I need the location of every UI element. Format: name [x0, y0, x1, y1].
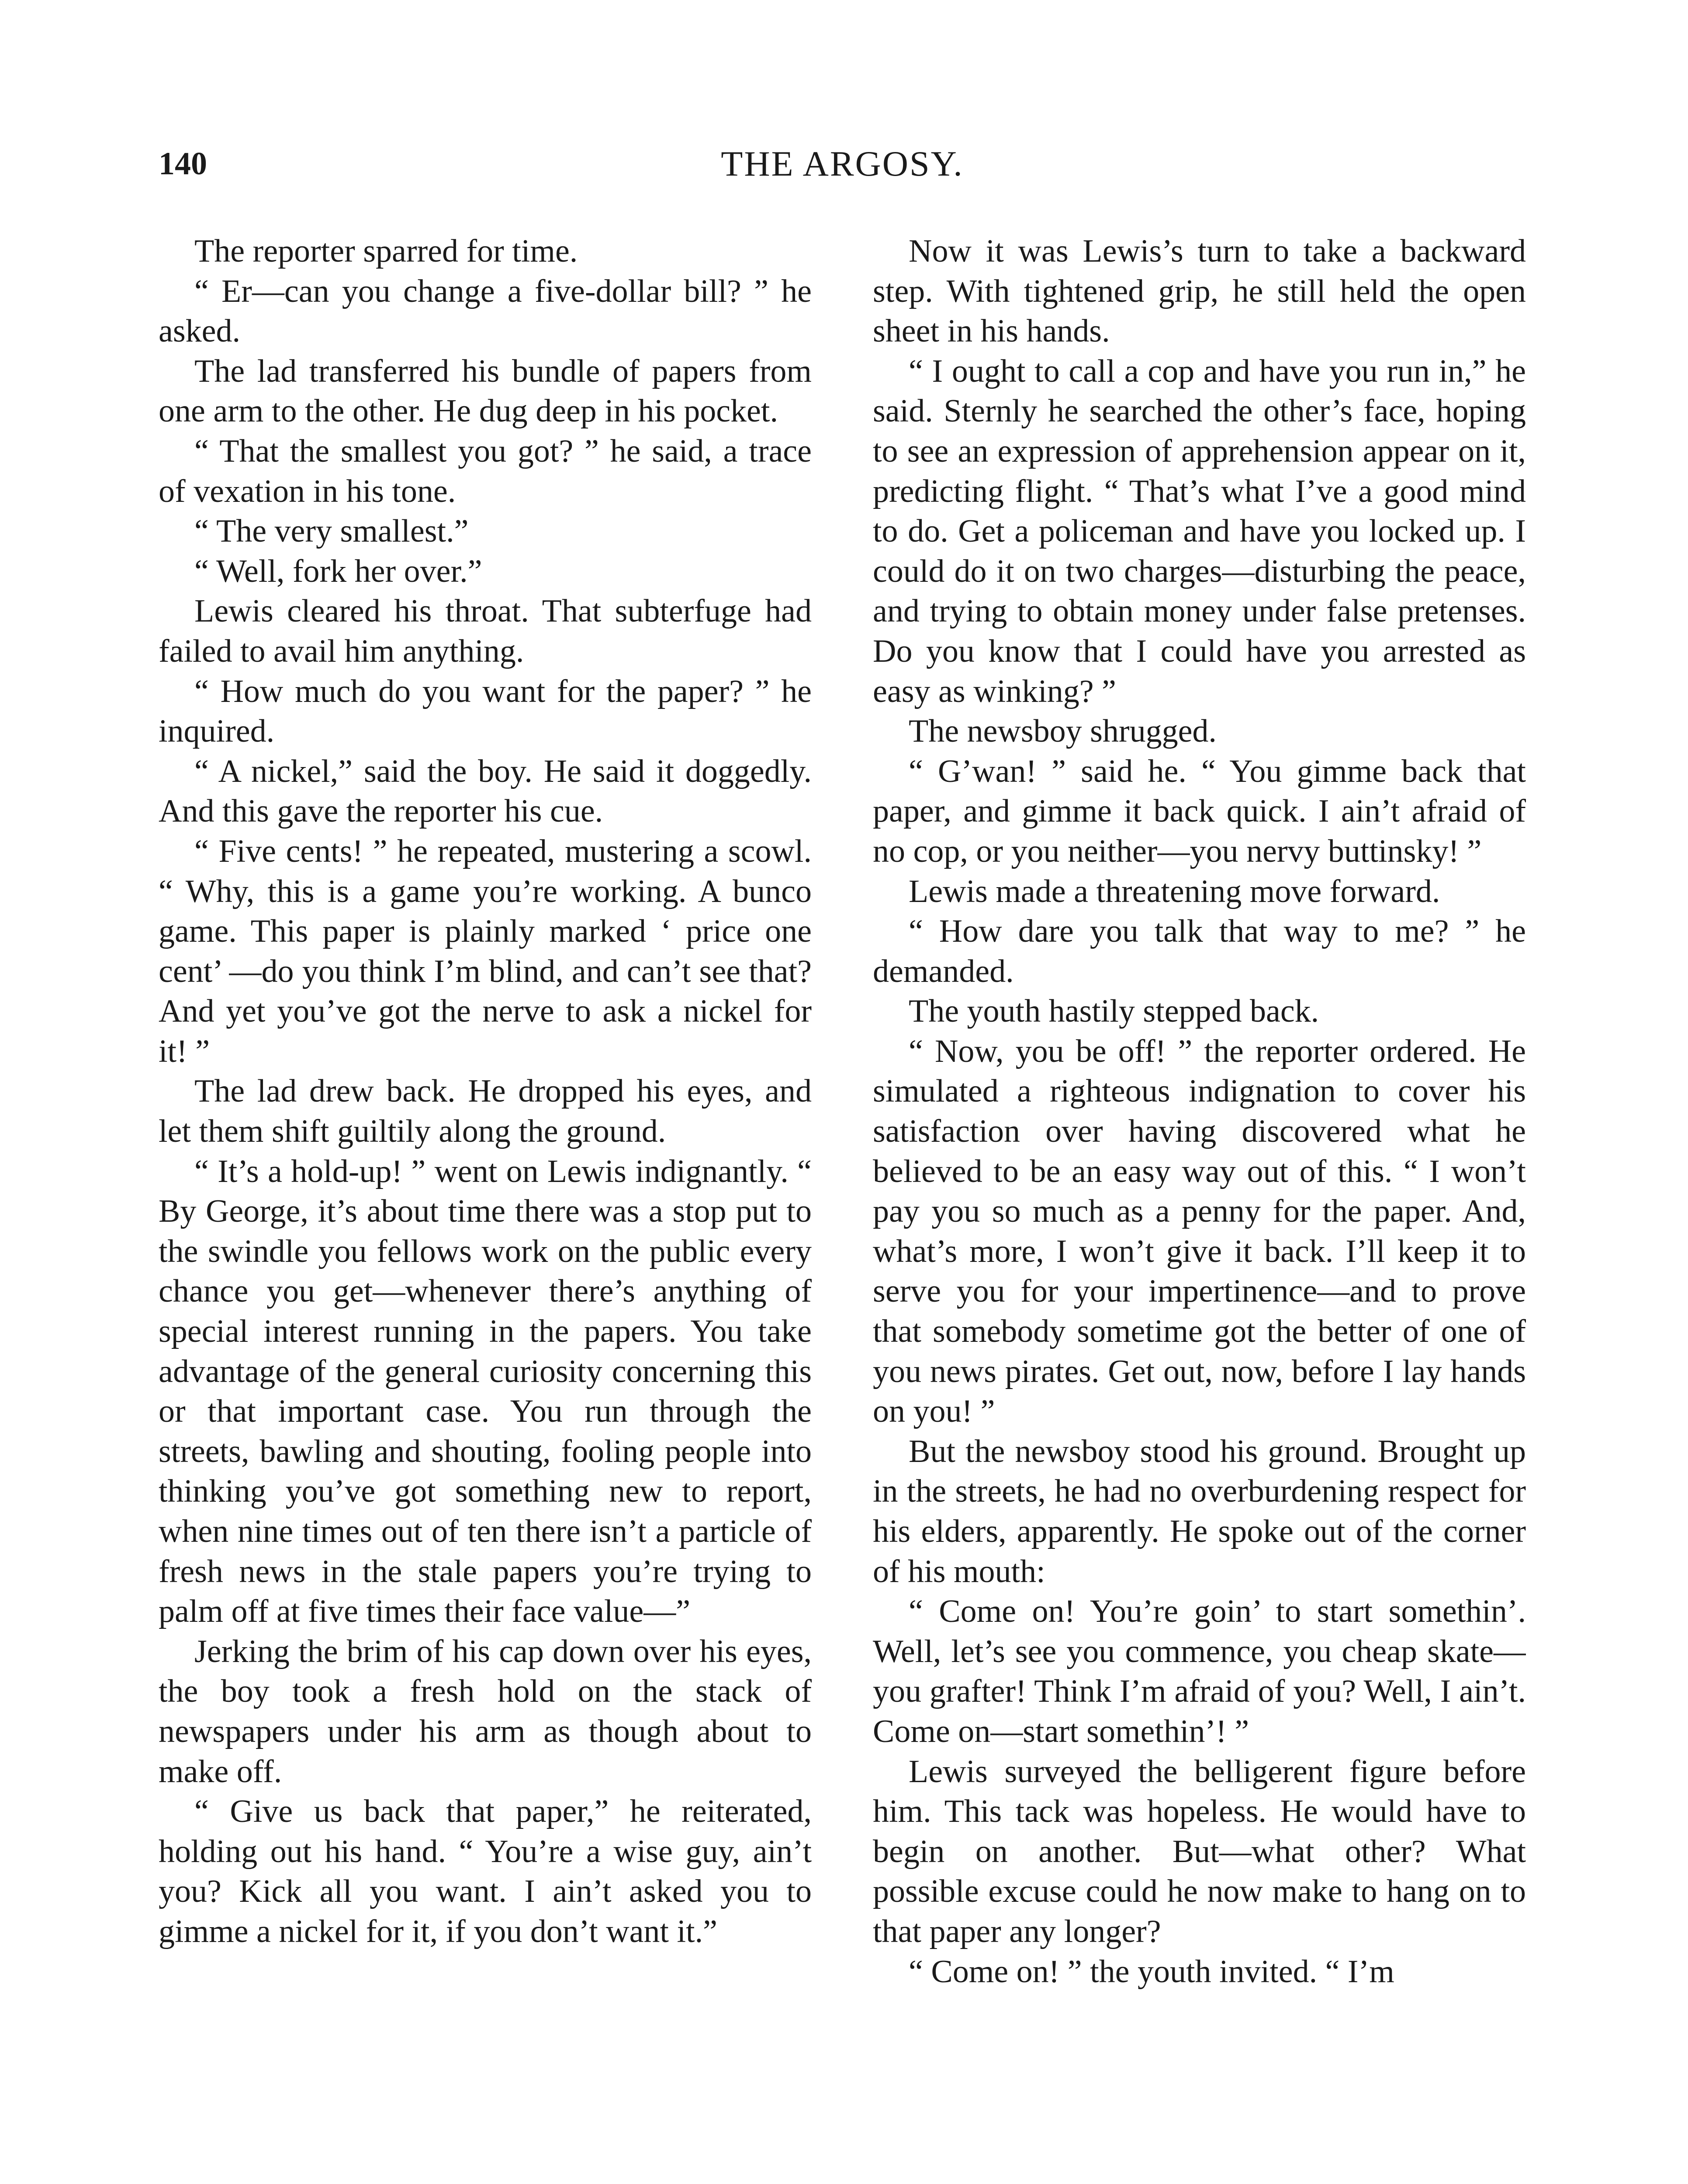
paragraph: “ The very smallest.” [194, 513, 469, 549]
paragraph: Lewis surveyed the belligerent figure before him. This tack was hopeless. He would have to begin on another. But—what other? What possible excuse could he now make to hang on to that paper any longer? [873, 1753, 1526, 1949]
paragraph: Lewis made a threatening move forward. [909, 873, 1440, 909]
paragraph: The lad transferred his bundle of papers from one arm to the other. He dug deep in his pocket. [159, 353, 812, 429]
page-number: 140 [159, 146, 207, 182]
page-header [159, 140, 1526, 192]
paragraph: The lad drew back. He dropped his eyes, and let them shift guiltily along the ground. [159, 1073, 812, 1150]
paragraph: Now it was Lewis’s turn to take a backward step. With tightened grip, he still held the open sheet in his hands. [873, 233, 1526, 349]
paragraph: “ A nickel,” said the boy. He said it doggedly. And this gave the reporter his cue. [159, 753, 812, 829]
left-column [159, 232, 812, 2184]
paragraph: “ Give us back that paper,” he reiterated, holding out his hand. “ You’re a wise guy, ain’t you? Kick all you want. I ain’t asked you to gimme a nickel for it, if you don’t want it.” [159, 1794, 812, 1949]
paragraph: “ It’s a hold-up! ” went on Lewis indignantly. “ By George, it’s about time there was a stop put to the swindle you fellows work on the public every chance you get—whenever there’s anything of special interest running in the papers. You take advantage of the general curiosity concerning this or that important case. You run through the streets, bawling and shouting, fooling people into thinking you’ve got something new to report, when nine times out of ten there isn’t a particle of fresh news in the stale papers you’re trying to palm off at five times their face value—” [159, 1153, 812, 1630]
right-column [873, 232, 1526, 2184]
paragraph: “ Er—can you change a five-dollar bill? ” he asked. [159, 273, 812, 349]
paragraph: “ I ought to call a cop and have you run in,” he said. Sternly he searched the other’s face, hoping to see an expression of apprehension appear on it, predicting flight. “ That’s what I’ve a good mind to do. Get a policeman and have you locked up. I could do it on two charges—disturbing the peace, and trying to obtain money under false pretenses. Do you know that I could have you arrested as easy as winking? ” [873, 353, 1526, 709]
paragraph: “ That the smallest you got? ” he said, a trace of vexation in his tone. [159, 433, 812, 509]
paragraph: But the newsboy stood his ground. Brought up in the streets, he had no overburdening respect for his elders, apparently. He spoke out of the corner of his mouth: [873, 1433, 1526, 1590]
paragraph: The newsboy shrugged. [909, 713, 1217, 750]
paragraph: “ How dare you talk that way to me? ” he demanded. [873, 913, 1526, 989]
paragraph: “ How much do you want for the paper? ” he inquired. [159, 673, 812, 750]
paragraph: “ Come on! ” the youth invited. “ I’m [909, 1953, 1394, 1990]
paragraph: The youth hastily stepped back. [909, 993, 1319, 1030]
paragraph: “ Five cents! ” he repeated, mustering a scowl. “ Why, this is a game you’re working. A bunco game. This paper is plainly marked ‘ price one cent’ —do you think I’m blind, and can’t see that? And yet you’ve got the nerve to ask a nickel for it! ” [159, 833, 812, 1069]
paragraph: “ Well, fork her over.” [194, 553, 482, 589]
paragraph: “ Now, you be off! ” the reporter ordered. He simulated a righteous indignation to cover his satisfaction over having discovered what he believed to be an easy way out of this. “ I won’t pay you so much as a penny for the paper. And, what’s more, I won’t give it back. I’ll keep it to serve you for your impertinence—and to prove that somebody sometime got the better of one of you news pirates. Get out, now, before I lay hands on you! ” [873, 1033, 1526, 1430]
paragraph: Lewis cleared his throat. That subterfuge had failed to avail him anything. [159, 593, 812, 669]
paragraph: “ G’wan! ” said he. “ You gimme back that paper, and gimme it back quick. I ain’t afraid of no cop, or you neither—you nervy buttinsky! ” [873, 753, 1526, 869]
paragraph: Jerking the brim of his cap down over his eyes, the boy took a fresh hold on the stack of newspapers under his arm as though about to make off. [159, 1633, 812, 1790]
running-title: THE ARGOSY. [721, 144, 964, 183]
paragraph: The reporter sparred for time. [194, 233, 578, 269]
paragraph: “ Come on! You’re goin’ to start somethin’. Well, let’s see you commence, you cheap skate—you grafter! Think I’m afraid of you? Well, I ain’t. Come on—start somethin’! ” [873, 1593, 1526, 1749]
